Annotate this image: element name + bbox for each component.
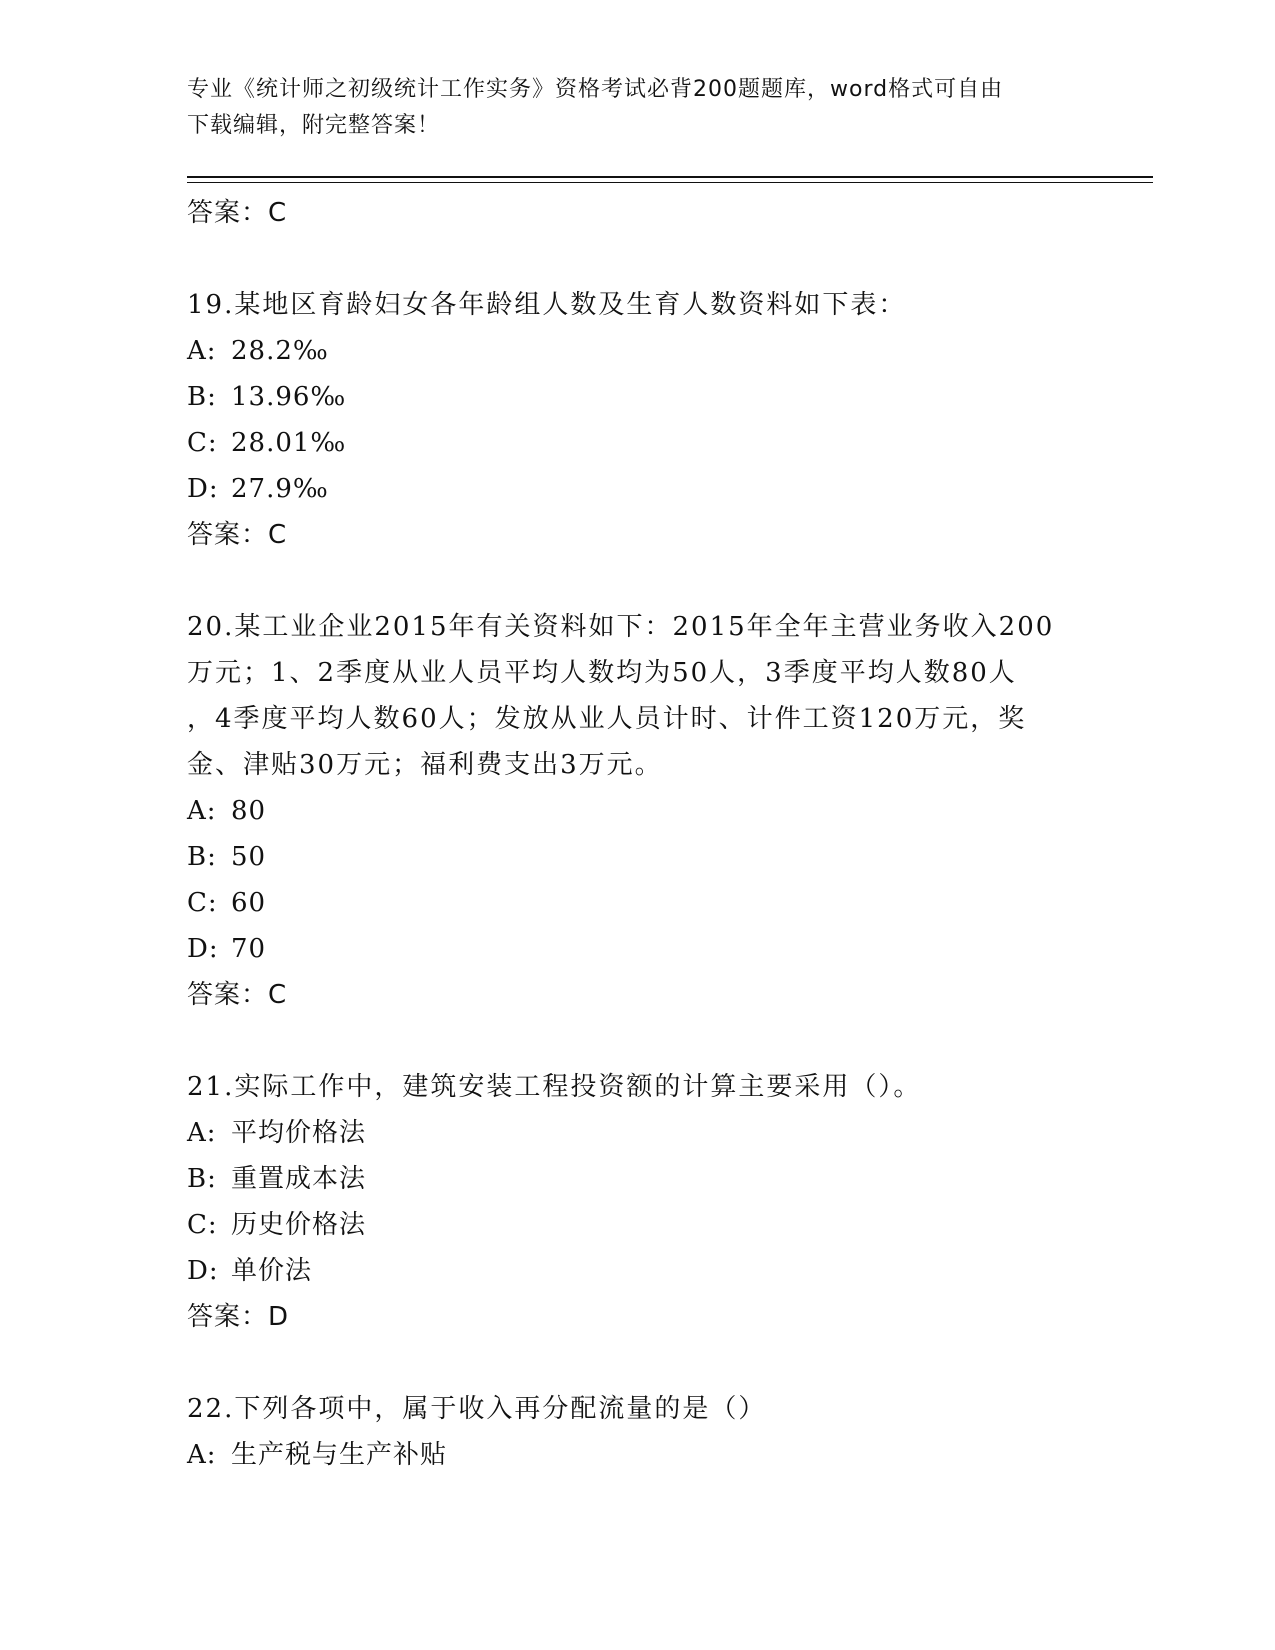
option-key: D: (187, 1256, 219, 1286)
spacer (187, 558, 1067, 604)
option-d (187, 926, 1067, 972)
option-c (187, 1202, 1067, 1248)
option-key: A: (187, 1440, 217, 1470)
option-text: 单价法 (231, 1256, 313, 1286)
option-text: 13.96‰ (231, 382, 347, 412)
option-text: 平均价格法 (231, 1118, 367, 1148)
spacer (187, 1340, 1067, 1386)
option-text: 27.9‰ (231, 474, 329, 504)
question-text-line: 万元；1、2季度从业人员平均人数均为50人，3季度平均人数80人 (187, 658, 1017, 688)
option-key: B: (187, 382, 217, 412)
document-header (187, 72, 1067, 144)
option-a (187, 1110, 1067, 1156)
option-key: C: (187, 888, 218, 918)
question-text-line: 金、津贴30万元；福利费支出3万元。 (187, 750, 663, 780)
question-text-line: 20.某工业企业2015年有关资料如下：2015年全年主营业务收入200 (187, 612, 1055, 642)
header-line-2: 下载编辑，附完整答案！ (187, 113, 441, 138)
question-22 (187, 1386, 1067, 1478)
header-divider-thick (187, 176, 1153, 178)
option-key: D: (187, 474, 219, 504)
option-text: 28.2‰ (231, 336, 329, 366)
question-21 (187, 1064, 1067, 1340)
option-key: A: (187, 1118, 217, 1148)
option-a (187, 1432, 1067, 1478)
header-line-1: 专业《统计师之初级统计工作实务》资格考试必背200题题库，word格式可自由 (187, 77, 1004, 102)
question-19 (187, 282, 1067, 558)
header-divider-thin (187, 182, 1153, 183)
option-text: 60 (231, 888, 267, 918)
option-d (187, 1248, 1067, 1294)
option-key: D: (187, 934, 219, 964)
option-text: 50 (231, 842, 267, 872)
document-body (187, 190, 1067, 1478)
option-key: B: (187, 1164, 217, 1194)
option-b (187, 374, 1067, 420)
answer-line: 答案：C (187, 980, 288, 1010)
answer-line: 答案：C (187, 198, 288, 228)
option-text: 重置成本法 (231, 1164, 367, 1194)
option-text: 70 (231, 934, 267, 964)
option-b (187, 834, 1067, 880)
question-text: 21.实际工作中，建筑安装工程投资额的计算主要采用（）。 (187, 1072, 922, 1102)
option-text: 生产税与生产补贴 (231, 1440, 448, 1470)
option-b (187, 1156, 1067, 1202)
option-text: 80 (231, 796, 267, 826)
question-text: 19.某地区育龄妇女各年龄组人数及生育人数资料如下表： (187, 290, 907, 320)
option-key: B: (187, 842, 217, 872)
question-20 (187, 604, 1067, 1018)
question-text-line: ，4季度平均人数60人；发放从业人员计时、计件工资120万元，奖 (187, 704, 1027, 734)
option-a (187, 328, 1067, 374)
option-text: 历史价格法 (231, 1210, 367, 1240)
answer-line: 答案：D (187, 1302, 290, 1332)
spacer (187, 236, 1067, 282)
option-key: C: (187, 428, 218, 458)
option-key: C: (187, 1210, 218, 1240)
option-d (187, 466, 1067, 512)
option-a (187, 788, 1067, 834)
option-c (187, 420, 1067, 466)
option-c (187, 880, 1067, 926)
question-text: 22.下列各项中，属于收入再分配流量的是（） (187, 1394, 767, 1424)
answer-line: 答案：C (187, 520, 288, 550)
spacer (187, 1018, 1067, 1064)
option-text: 28.01‰ (231, 428, 347, 458)
option-key: A: (187, 336, 217, 366)
option-key: A: (187, 796, 217, 826)
